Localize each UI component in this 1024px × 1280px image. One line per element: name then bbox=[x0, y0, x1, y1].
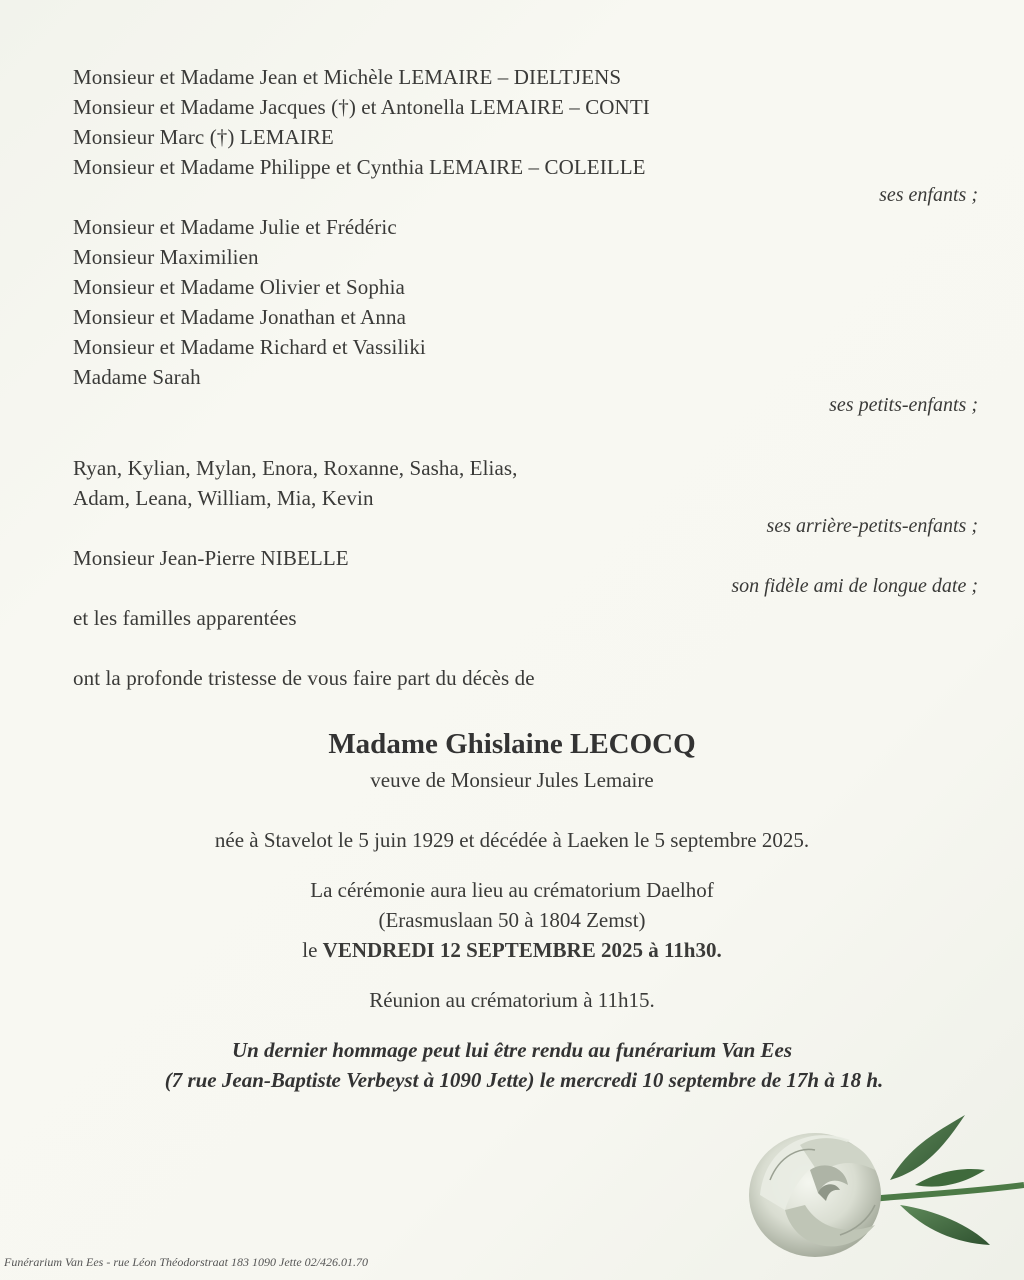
grandchildren-label: ses petits-enfants ; bbox=[829, 394, 978, 416]
grandchild-line-6: Madame Sarah bbox=[73, 365, 201, 389]
great-grandchildren-label: ses arrière-petits-enfants ; bbox=[766, 515, 978, 537]
birth-death-dates: née à Stavelot le 5 juin 1929 et décédée à Laeken le 5 septembre 2025. bbox=[214, 828, 810, 852]
grandchild-line-3: Monsieur et Madame Olivier et Sophia bbox=[73, 275, 405, 299]
deceased-name: Madame Ghislaine LECOCQ bbox=[328, 728, 696, 760]
great-grandchildren-line-2: Adam, Leana, William, Mia, Kevin bbox=[73, 486, 374, 510]
friend-line: Monsieur Jean-Pierre NIBELLE bbox=[73, 546, 349, 570]
grandchild-line-4: Monsieur et Madame Jonathan et Anna bbox=[73, 305, 406, 329]
hommage-line-2: (7 rue Jean-Baptiste Verbeyst à 1090 Jette) le mercredi 10 septembre de 17h à 18 h. bbox=[164, 1068, 884, 1092]
reunion-line: Réunion au crématorium à 11h15. bbox=[369, 988, 655, 1012]
child-line-1: Monsieur et Madame Jean et Michèle LEMAIRE – DIELTJENS bbox=[73, 65, 622, 89]
child-line-2: Monsieur et Madame Jacques (†) et Antonella LEMAIRE – CONTI bbox=[73, 95, 650, 119]
ceremony-date-prefix: le bbox=[302, 938, 323, 962]
widow-of-line: veuve de Monsieur Jules Lemaire bbox=[370, 768, 654, 792]
grandchild-line-1: Monsieur et Madame Julie et Frédéric bbox=[73, 215, 397, 239]
ceremony-location: La cérémonie aura lieu au crématorium Daelhof bbox=[310, 878, 714, 902]
child-line-4: Monsieur et Madame Philippe et Cynthia LEMAIRE – COLEILLE bbox=[73, 155, 646, 179]
child-line-3: Monsieur Marc (†) LEMAIRE bbox=[73, 125, 334, 149]
ceremony-date: VENDREDI 12 SEPTEMBRE 2025 à 11h30. bbox=[322, 938, 722, 962]
families-line: et les familles apparentées bbox=[73, 606, 297, 630]
hommage-line-1: Un dernier hommage peut lui être rendu au funérarium Van Ees bbox=[231, 1038, 793, 1062]
announcement-line: ont la profonde tristesse de vous faire part du décès de bbox=[73, 666, 535, 690]
friend-label: son fidèle ami de longue date ; bbox=[731, 575, 978, 597]
grandchild-line-2: Monsieur Maximilien bbox=[73, 245, 259, 269]
ceremony-date-line bbox=[0, 938, 1024, 963]
great-grandchildren-line-1: Ryan, Kylian, Mylan, Enora, Roxanne, Sasha, Elias, bbox=[73, 456, 518, 480]
grandchild-line-5: Monsieur et Madame Richard et Vassiliki bbox=[73, 335, 426, 359]
ceremony-address: (Erasmuslaan 50 à 1804 Zemst) bbox=[378, 908, 646, 932]
children-label: ses enfants ; bbox=[879, 184, 978, 206]
funeral-home-footer: Funérarium Van Ees - rue Léon Théodorstraat 183 1090 Jette 02/426.01.70 bbox=[4, 1255, 368, 1269]
white-rose-image bbox=[740, 1085, 1024, 1280]
